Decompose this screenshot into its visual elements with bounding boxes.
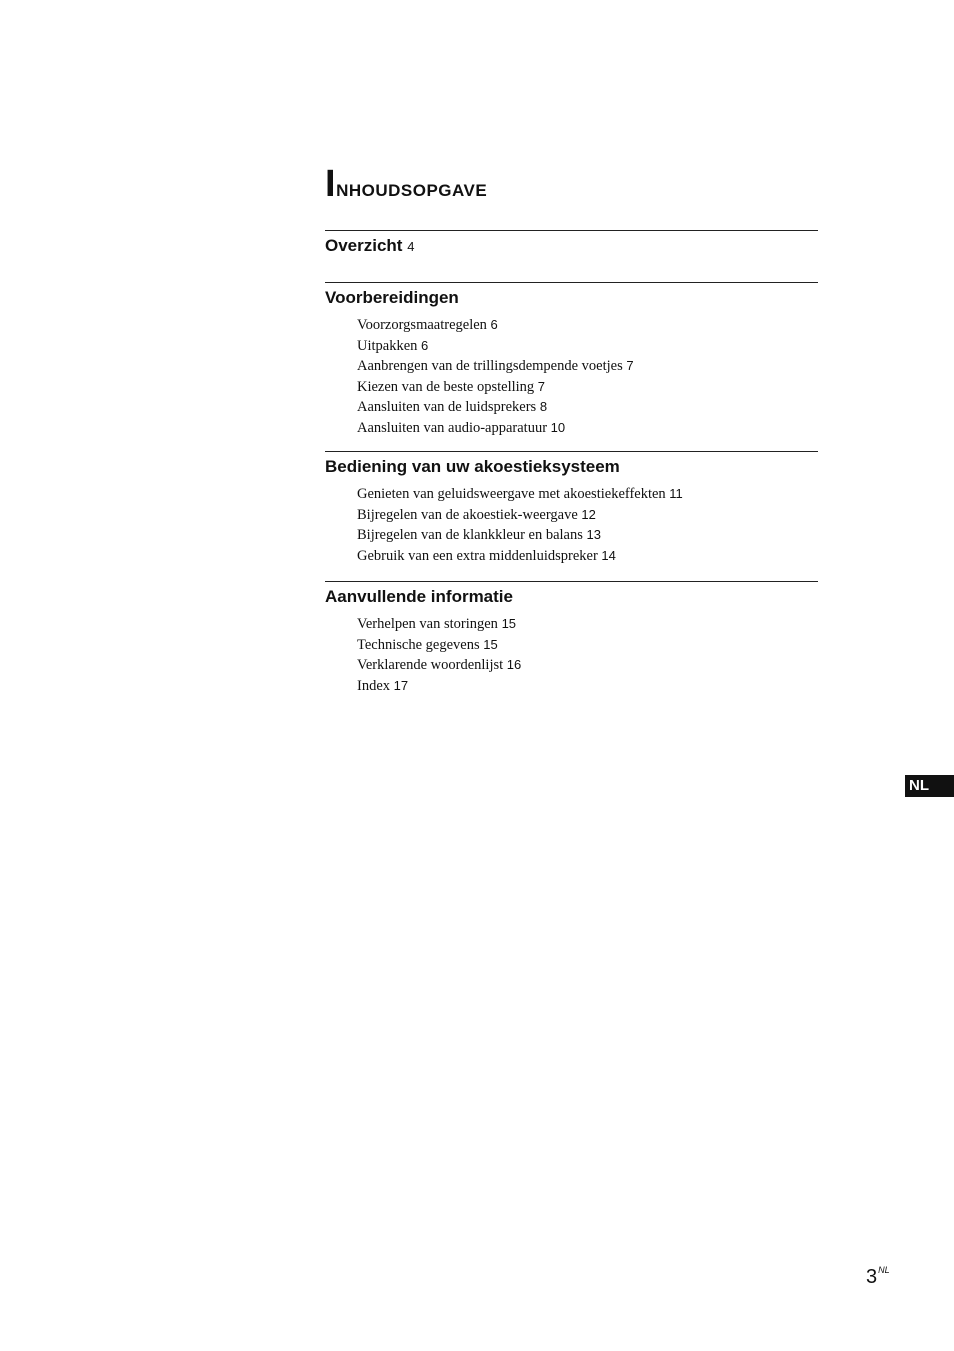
- toc-entry[interactable]: [357, 377, 818, 398]
- toc-entry-label: Bijregelen van de klankkleur en balans: [357, 527, 583, 544]
- toc-section-bediening: [325, 451, 818, 566]
- toc-section-voorbereidingen: [325, 282, 818, 439]
- toc-entry-page: 15: [501, 616, 517, 631]
- section-heading-label: Bediening van uw akoestieksysteem: [325, 457, 620, 476]
- toc-entry[interactable]: [357, 676, 818, 697]
- section-heading[interactable]: [325, 456, 818, 478]
- toc-section-aanvullende-informatie: [325, 581, 818, 696]
- toc-entry-label: Bijregelen van de akoestiek-weergave: [357, 506, 578, 523]
- toc-entry-label: Uitpakken: [357, 337, 418, 354]
- language-tab: NL: [905, 775, 954, 797]
- toc-entry-page: 6: [421, 337, 429, 353]
- section-heading-label: Overzicht: [325, 236, 403, 255]
- section-heading[interactable]: [325, 287, 818, 309]
- toc-entry[interactable]: [357, 356, 818, 377]
- toc-entry-page: 15: [483, 636, 498, 652]
- page-title: [325, 164, 487, 209]
- toc-entry-label: Aansluiten van de luidsprekers: [357, 399, 537, 416]
- toc-entry[interactable]: [357, 635, 818, 656]
- toc-entry-page: 6: [490, 317, 498, 332]
- toc-entry-page: 7: [537, 378, 546, 394]
- toc-entry[interactable]: [357, 614, 818, 635]
- toc-entry-page: 8: [539, 399, 548, 415]
- toc-entry-label: Aanbrengen van de trillingsdempende voetjes: [357, 358, 623, 375]
- toc-entry-page: 17: [393, 677, 409, 693]
- toc-entry-page: 11: [669, 486, 683, 501]
- title-rest: nhoudsopgave: [336, 175, 488, 202]
- toc-entry[interactable]: [357, 397, 818, 418]
- toc-entry-page: 13: [586, 527, 601, 543]
- page-number-value: 3: [866, 1266, 878, 1288]
- section-page-number: 4: [407, 239, 415, 254]
- toc-entry-label: Verhelpen van storingen: [357, 616, 498, 632]
- toc-entry-label: Aansluiten van audio-apparatuur: [357, 419, 548, 436]
- section-heading-label: Aanvullende informatie: [325, 587, 513, 606]
- toc-entry[interactable]: [357, 336, 818, 357]
- toc-entry-list: [357, 315, 818, 439]
- toc-entry[interactable]: [357, 418, 818, 439]
- toc-entry-label: Voorzorgsmaatregelen: [357, 317, 487, 333]
- section-heading[interactable]: [325, 235, 818, 258]
- toc-entry[interactable]: [357, 525, 818, 546]
- toc-entry[interactable]: [357, 484, 818, 505]
- toc-entry-label: Technische gegevens: [357, 636, 480, 653]
- toc-entry[interactable]: [357, 546, 818, 567]
- toc-entry-page: 10: [550, 419, 566, 435]
- toc-entry-page: 14: [601, 547, 616, 563]
- toc-section-overzicht: [325, 230, 818, 258]
- toc-entry[interactable]: [357, 315, 818, 336]
- toc-entry-list: [357, 484, 818, 566]
- toc-entry-page: 12: [581, 506, 596, 522]
- section-heading-label: Voorbereidingen: [325, 288, 459, 307]
- section-heading[interactable]: [325, 586, 818, 608]
- page-number-suffix: NL: [878, 1265, 890, 1275]
- toc-entry-list: [357, 614, 818, 696]
- toc-entry-label: Index: [357, 677, 391, 694]
- toc-entry-label: Gebruik van een extra middenluidspreker: [357, 547, 598, 564]
- title-initial: I: [325, 163, 337, 205]
- toc-entry[interactable]: [357, 655, 818, 676]
- page-number: [866, 1265, 890, 1289]
- toc-entry-label: Genieten van geluidsweergave met akoestiekeffekten: [357, 486, 666, 502]
- toc-entry-page: 16: [506, 657, 522, 673]
- toc-entry[interactable]: [357, 505, 818, 526]
- toc-entry-label: Verklarende woordenlijst: [357, 657, 504, 674]
- toc-entry-page: 7: [626, 358, 634, 374]
- toc-entry-label: Kiezen van de beste opstelling: [357, 378, 535, 395]
